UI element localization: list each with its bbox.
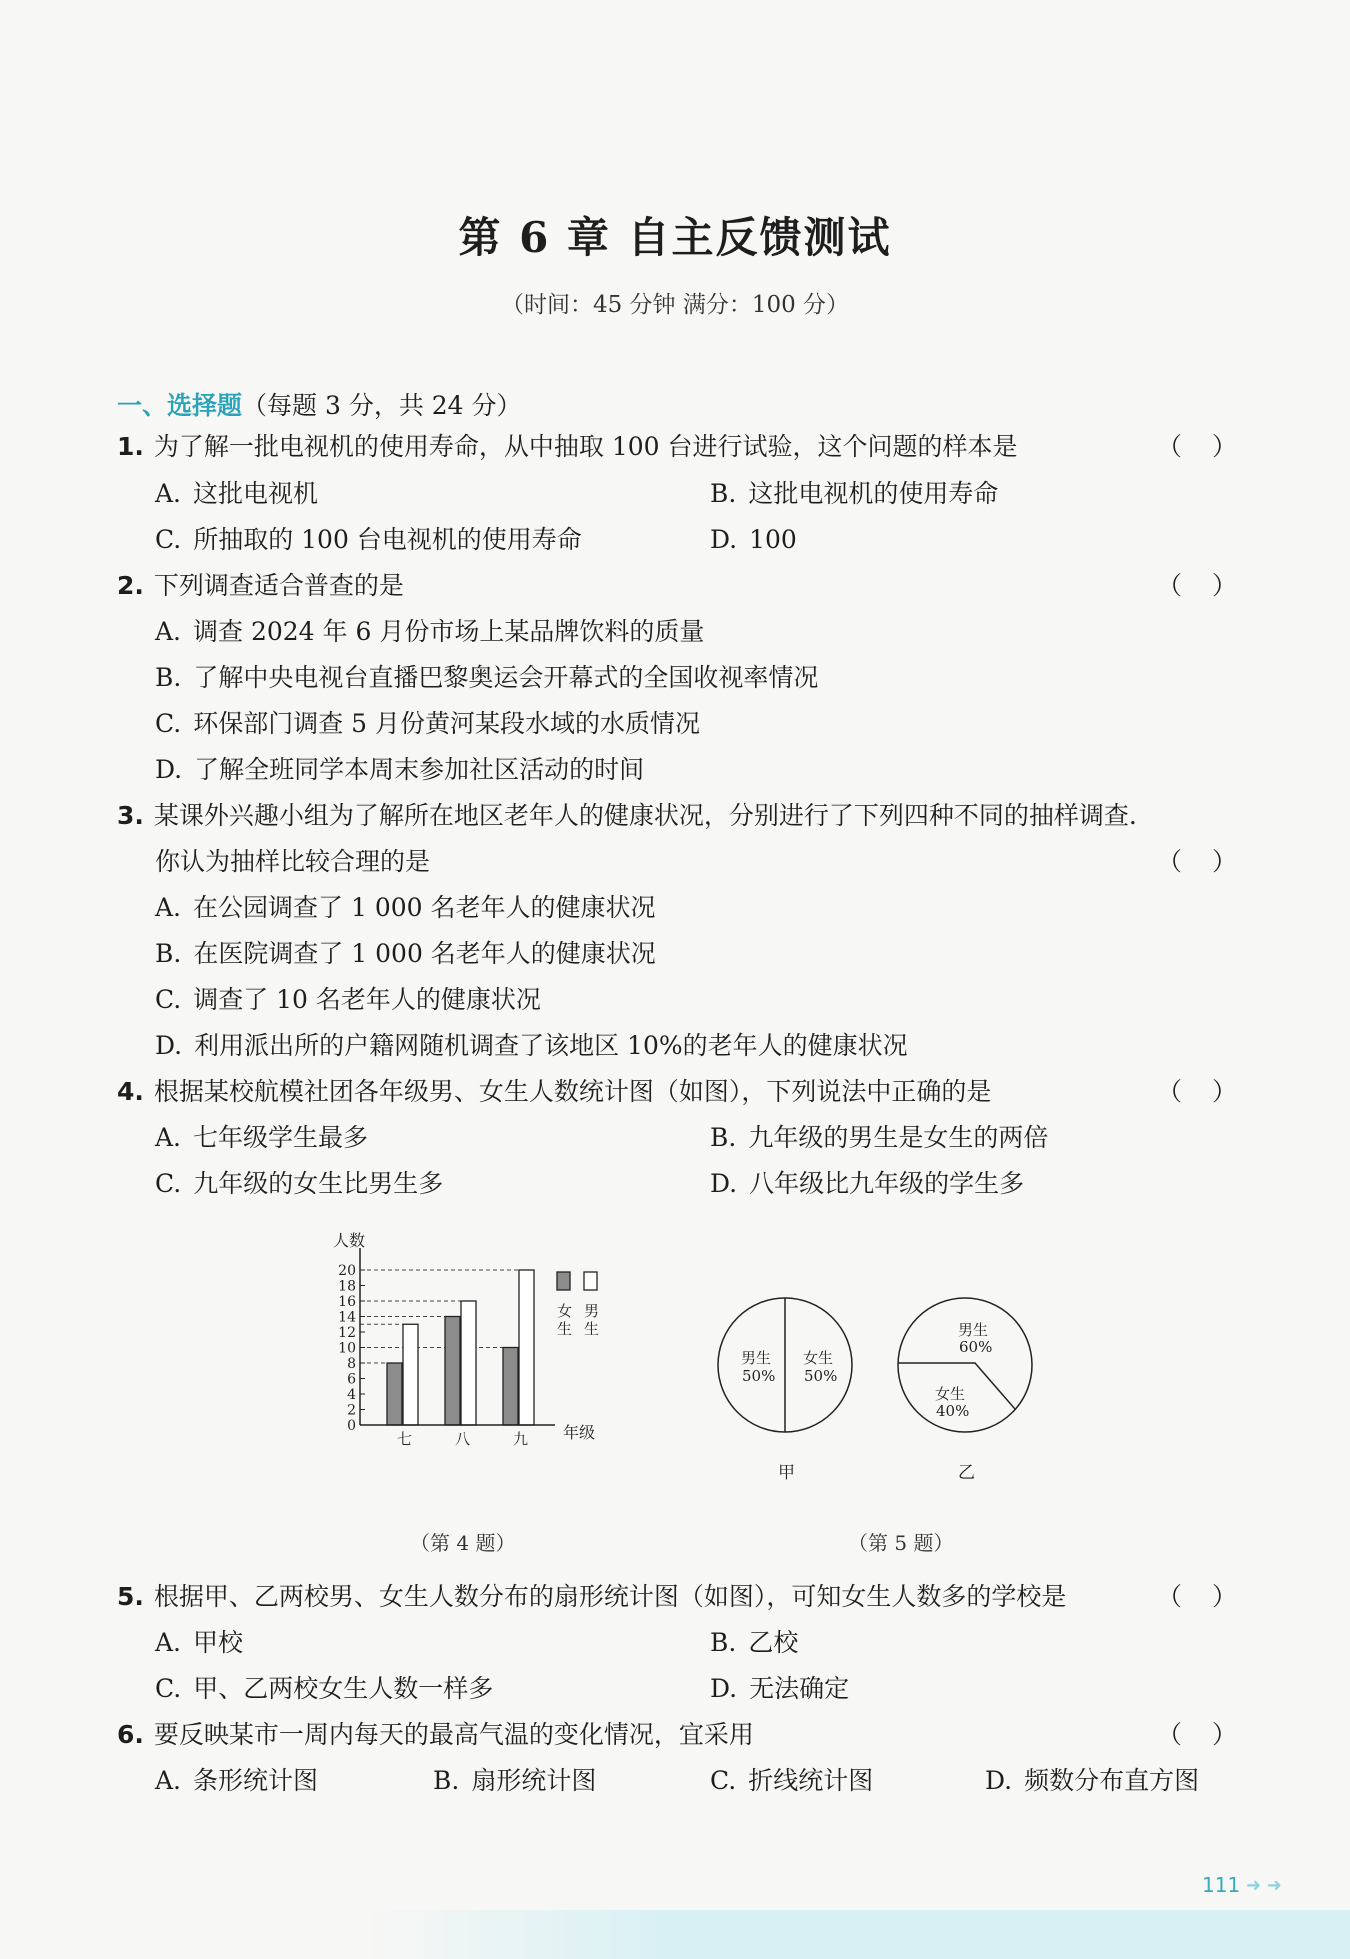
y-axis-label: 人数: [333, 1231, 366, 1250]
answer-paren[interactable]: （ ）: [1157, 1720, 1237, 1749]
section-note: （每题 3 分，共 24 分）: [242, 391, 522, 420]
option-d[interactable]: D. 频数分布直方图: [985, 1766, 1200, 1795]
question-number: 4.: [117, 1077, 144, 1106]
option-c[interactable]: C. 调查了 10 名老年人的健康状况: [155, 985, 541, 1014]
bar-male: [461, 1301, 476, 1425]
option-c[interactable]: C. 九年级的女生比男生多: [155, 1169, 444, 1198]
y-tick-label: 14: [338, 1309, 356, 1326]
y-tick-label: 10: [338, 1340, 356, 1357]
question-text: 要反映某市一周内每天的最高气温的变化情况，宜采用: [153, 1720, 754, 1749]
x-tick-label: 九: [513, 1430, 529, 1448]
legend: [557, 1272, 599, 1338]
pie-yi-male-label: 男生: [958, 1321, 989, 1339]
pie-yi-title: 乙: [958, 1463, 975, 1483]
option-b[interactable]: B. 这批电视机的使用寿命: [710, 479, 999, 508]
section-lead: 一、选择题: [117, 391, 243, 420]
pie-jia: [718, 1298, 852, 1483]
bar-female: [387, 1363, 402, 1425]
question-text: 根据某校航模社团各年级男、女生人数统计图（如图），下列说法中正确的是: [153, 1077, 992, 1106]
option-b[interactable]: B. 九年级的男生是女生的两倍: [710, 1123, 1049, 1152]
option-a[interactable]: A. 在公园调查了 1 000 名老年人的健康状况: [155, 893, 656, 922]
question-text: 下列调查适合普查的是: [153, 571, 404, 600]
legend-male-swatch: [584, 1272, 597, 1290]
question-5: [117, 1580, 1066, 1614]
footer-band: [370, 1910, 1350, 1959]
option-b[interactable]: B. 了解中央电视台直播巴黎奥运会开幕式的全国收视率情况: [155, 663, 819, 692]
answer-paren[interactable]: （ ）: [1157, 847, 1237, 876]
y-tick-label: 2: [347, 1402, 356, 1419]
x-tick-label: 七: [397, 1430, 413, 1448]
option-d[interactable]: D. 了解全班同学本周末参加社区活动的时间: [155, 755, 645, 784]
y-tick-label: 6: [347, 1371, 356, 1388]
pie-jia-title: 甲: [778, 1463, 795, 1483]
question-number: 5.: [117, 1582, 144, 1611]
y-tick-label: 20: [338, 1263, 356, 1279]
pie-yi: [898, 1298, 1032, 1483]
pie-jia-male-label: 男生: [741, 1349, 772, 1367]
question-number: 1.: [117, 432, 144, 461]
legend-male-label-2: 生: [584, 1320, 600, 1338]
question-1: [117, 430, 1018, 464]
legend-female-swatch: [557, 1272, 570, 1290]
legend-male-label-1: 男: [584, 1302, 600, 1320]
caption-q5: （第 5 题）: [848, 1531, 954, 1555]
x-tick-label: 八: [455, 1430, 471, 1448]
question-3-line-2: 你认为抽样比较合理的是: [155, 847, 431, 876]
answer-paren[interactable]: （ ）: [1157, 1582, 1237, 1611]
caption-q4: （第 4 题）: [410, 1531, 516, 1555]
pie-jia-male-pct: 50%: [742, 1367, 776, 1385]
pie-yi-female-label: 女生: [935, 1385, 966, 1403]
answer-paren[interactable]: （ ）: [1157, 432, 1237, 461]
bar-male: [519, 1270, 534, 1425]
pie-yi-female-pct: 40%: [936, 1402, 970, 1420]
y-ticks: [338, 1263, 365, 1434]
option-c[interactable]: C. 折线统计图: [710, 1766, 874, 1795]
legend-female-label-2: 生: [557, 1320, 573, 1338]
pie-yi-male-pct: 60%: [959, 1338, 993, 1356]
y-tick-label: 0: [347, 1418, 356, 1434]
option-d[interactable]: D. 八年级比九年级的学生多: [710, 1169, 1025, 1198]
option-a[interactable]: A. 调查 2024 年 6 月份市场上某品牌饮料的质量: [155, 617, 705, 646]
y-tick-label: 16: [338, 1294, 356, 1310]
option-b[interactable]: B. 乙校: [710, 1628, 799, 1657]
question-2: [117, 569, 404, 603]
option-c[interactable]: C. 所抽取的 100 台电视机的使用寿命: [155, 525, 582, 554]
pie-jia-female-label: 女生: [803, 1349, 834, 1367]
arrow-right-icon: ➜ ➜: [1246, 1875, 1282, 1896]
answer-paren[interactable]: （ ）: [1157, 571, 1237, 600]
legend-female-label-1: 女: [557, 1302, 573, 1320]
bars: [387, 1270, 534, 1425]
x-ticks: [397, 1430, 528, 1448]
question-4: [117, 1075, 991, 1109]
bar-chart: [325, 1230, 625, 1454]
answer-paren[interactable]: （ ）: [1157, 1077, 1237, 1106]
page-subtitle: （时间：45 分钟 满分：100 分）: [500, 292, 850, 318]
bar-chart-svg: [325, 1230, 625, 1450]
bar-female: [445, 1317, 460, 1426]
question-6: [117, 1718, 754, 1752]
option-a[interactable]: A. 甲校: [155, 1628, 244, 1657]
page-title: 第 6 章 自主反馈测试: [458, 213, 892, 262]
gridlines: [360, 1270, 519, 1363]
option-a[interactable]: A. 这批电视机: [155, 479, 319, 508]
bar-female: [503, 1348, 518, 1426]
pie-jia-female-pct: 50%: [804, 1367, 838, 1385]
option-b[interactable]: B. 扇形统计图: [433, 1766, 597, 1795]
question-number: 3.: [117, 801, 144, 830]
x-axis-label: 年级: [563, 1423, 596, 1442]
bar-male: [403, 1324, 418, 1425]
y-tick-label: 18: [338, 1278, 356, 1295]
option-d[interactable]: D. 100: [710, 525, 797, 554]
option-a[interactable]: A. 七年级学生最多: [155, 1123, 369, 1152]
y-tick-label: 4: [347, 1387, 356, 1403]
page-number: 111: [1202, 1873, 1241, 1897]
question-number: 2.: [117, 571, 144, 600]
option-a[interactable]: A. 条形统计图: [155, 1766, 319, 1795]
option-c[interactable]: C. 环保部门调查 5 月份黄河某段水域的水质情况: [155, 709, 700, 738]
option-d[interactable]: D. 利用派出所的户籍网随机调查了该地区 10%的老年人的健康状况: [155, 1031, 908, 1060]
pie-charts-svg: [715, 1295, 1045, 1495]
question-text: 某课外兴趣小组为了解所在地区老年人的健康状况，分别进行了下列四种不同的抽样调查.: [153, 801, 1137, 830]
option-d[interactable]: D. 无法确定: [710, 1674, 850, 1703]
question-3: [117, 799, 1137, 833]
y-tick-label: 12: [338, 1325, 356, 1341]
option-c[interactable]: C. 甲、乙两校女生人数一样多: [155, 1674, 494, 1703]
question-text: 为了解一批电视机的使用寿命，从中抽取 100 台进行试验，这个问题的样本是: [153, 432, 1018, 461]
pie-charts: [715, 1295, 1045, 1499]
option-b[interactable]: B. 在医院调查了 1 000 名老年人的健康状况: [155, 939, 656, 968]
question-number: 6.: [117, 1720, 144, 1749]
question-text: 根据甲、乙两校男、女生人数分布的扇形统计图（如图），可知女生人数多的学校是: [153, 1582, 1067, 1611]
section-title: [117, 386, 522, 422]
y-tick-label: 8: [347, 1356, 356, 1372]
